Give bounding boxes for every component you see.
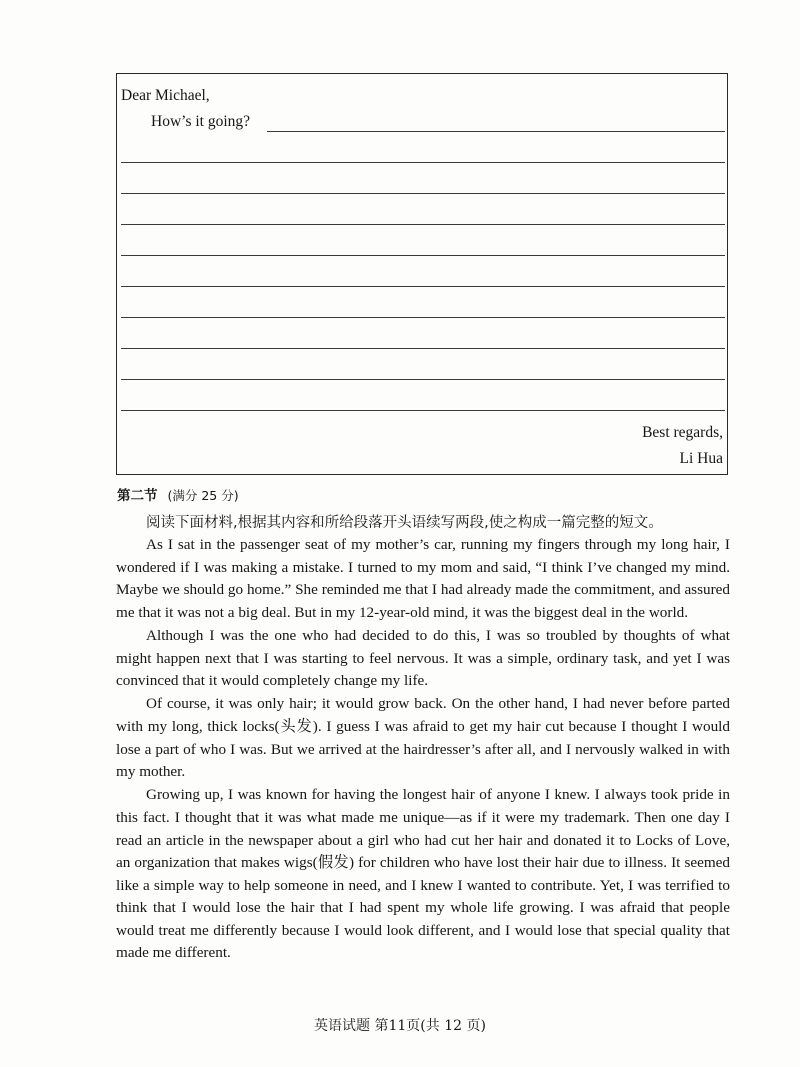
reading-passage xyxy=(116,534,730,966)
passage-paragraph: As I sat in the passenger seat of my mother’s car, running my fingers through my long hair, I wondered if I was making a mistake. I turned to my mom and said, “I think I’ve changed my mind. Maybe we should go home.” She reminded me that I had already made the commitment, and assured me that it was not a big deal. But in my 12-year-old mind, it was the biggest deal in the world. xyxy=(116,536,730,621)
writing-line xyxy=(121,317,725,318)
letter-writing-box xyxy=(116,73,728,475)
task-instruction: 阅读下面材料,根据其内容和所给段落开头语续写两段,使之构成一篇完整的短文。 xyxy=(146,515,663,531)
passage-paragraph: Growing up, I was known for having the longest hair of anyone I knew. I always took pride in this fact. I thought that it was what made me unique—as if it were my trademark. Then one day I read an article in the newspaper about a girl who had cut her hair and donated it to Locks of Love, an organization that makes wigs(假发) for children who have lost their hair due to illness. It seemed like a simple way to help someone in need, and I knew I wanted to contribute. Yet, I was terrified to think that I would lose the hair that I had spent my whole life growing. I was afraid that people would treat me differently because I would look different, and I would lose that special quality that made me different. xyxy=(116,786,730,962)
letter-signature: Li Hua xyxy=(679,450,723,467)
writing-line xyxy=(121,379,725,380)
writing-line xyxy=(121,410,725,411)
letter-closing: Best regards, xyxy=(642,424,723,441)
writing-line xyxy=(121,286,725,287)
writing-line xyxy=(121,224,725,225)
letter-greeting: Dear Michael, xyxy=(121,87,210,104)
passage-paragraph: Of course, it was only hair; it would grow back. On the other hand, I had never before parted with my long, thick locks(头发). I guess I was afraid to get my hair cut because I thought I would lose a part of who I was. But we arrived at the hairdresser’s after all, and I nervously walked in with my mother. xyxy=(116,695,730,781)
writing-line xyxy=(121,162,725,163)
section-heading xyxy=(117,484,239,504)
writing-line xyxy=(267,131,725,132)
section-score: (满分 25 分) xyxy=(167,488,239,503)
writing-line xyxy=(121,255,725,256)
section-title: 第二节 xyxy=(117,488,158,504)
page-footer: 英语试题 第11页(共 12 页) xyxy=(314,1018,486,1034)
writing-line xyxy=(121,193,725,194)
passage-paragraph: Although I was the one who had decided to do this, I was so troubled by thoughts of what might happen next that I was starting to feel nervous. It was a simple, ordinary task, and yet I was convinced that it would completely change my life. xyxy=(116,626,730,690)
writing-line xyxy=(121,348,725,349)
letter-opening: How’s it going? xyxy=(151,113,251,130)
